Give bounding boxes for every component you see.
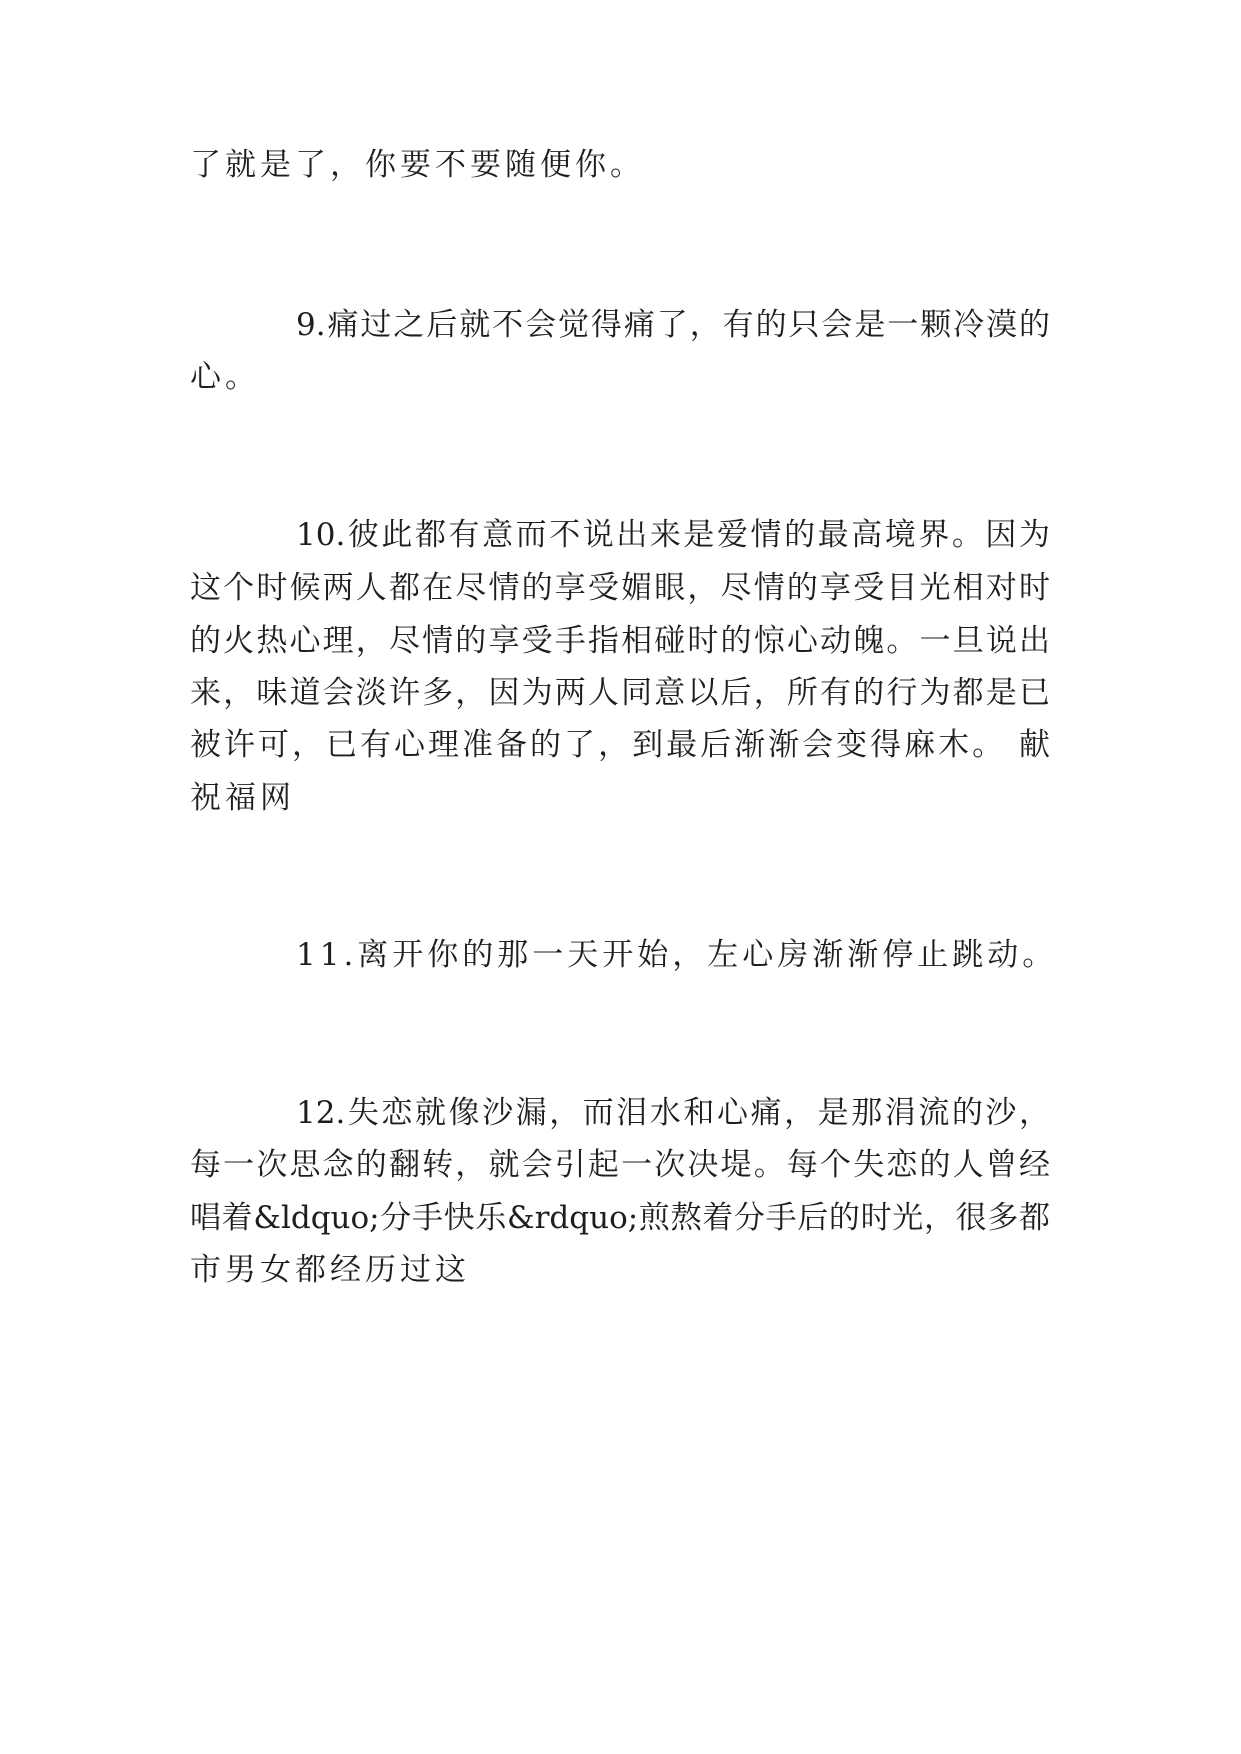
- paragraph-10-line-4: 来，味道会淡许多，因为两人同意以后，所有的行为都是已: [190, 675, 1050, 711]
- paragraph-9-line-1: 9.痛过之后就不会觉得痛了，有的只会是一颗冷漠的: [296, 307, 1050, 343]
- paragraph-12-line-3: 唱着&ldquo;分手快乐&rdquo;煎熬着分手后的时光，很多都: [190, 1200, 1050, 1236]
- paragraph-10-line-2: 这个时候两人都在尽情的享受媚眼，尽情的享受目光相对时: [190, 570, 1050, 606]
- paragraph-10-line-3: 的火热心理，尽情的享受手指相碰时的惊心动魄。一旦说出: [190, 623, 1050, 659]
- paragraph-12-line-4: 市男女都经历过这: [190, 1252, 470, 1288]
- paragraph-12-line-1: 12.失恋就像沙漏，而泪水和心痛，是那涓流的沙，: [296, 1095, 1050, 1131]
- paragraph-10-line-6: 祝福网: [190, 780, 295, 816]
- paragraph-9-line-2: 心。: [190, 359, 260, 395]
- paragraph-11-line-1: 11.离开你的那一天开始，左心房渐渐停止跳动。: [296, 937, 1058, 973]
- paragraph-8-continuation-line-1: 了就是了，你要不要随便你。: [190, 147, 645, 183]
- paragraph-10-line-1: 10.彼此都有意而不说出来是爱情的最高境界。因为: [296, 517, 1050, 553]
- paragraph-10-line-5: 被许可，已有心理准备的了，到最后渐渐会变得麻木。 献: [190, 727, 1050, 763]
- paragraph-12-line-2: 每一次思念的翻转，就会引起一次决堤。每个失恋的人曾经: [190, 1147, 1050, 1183]
